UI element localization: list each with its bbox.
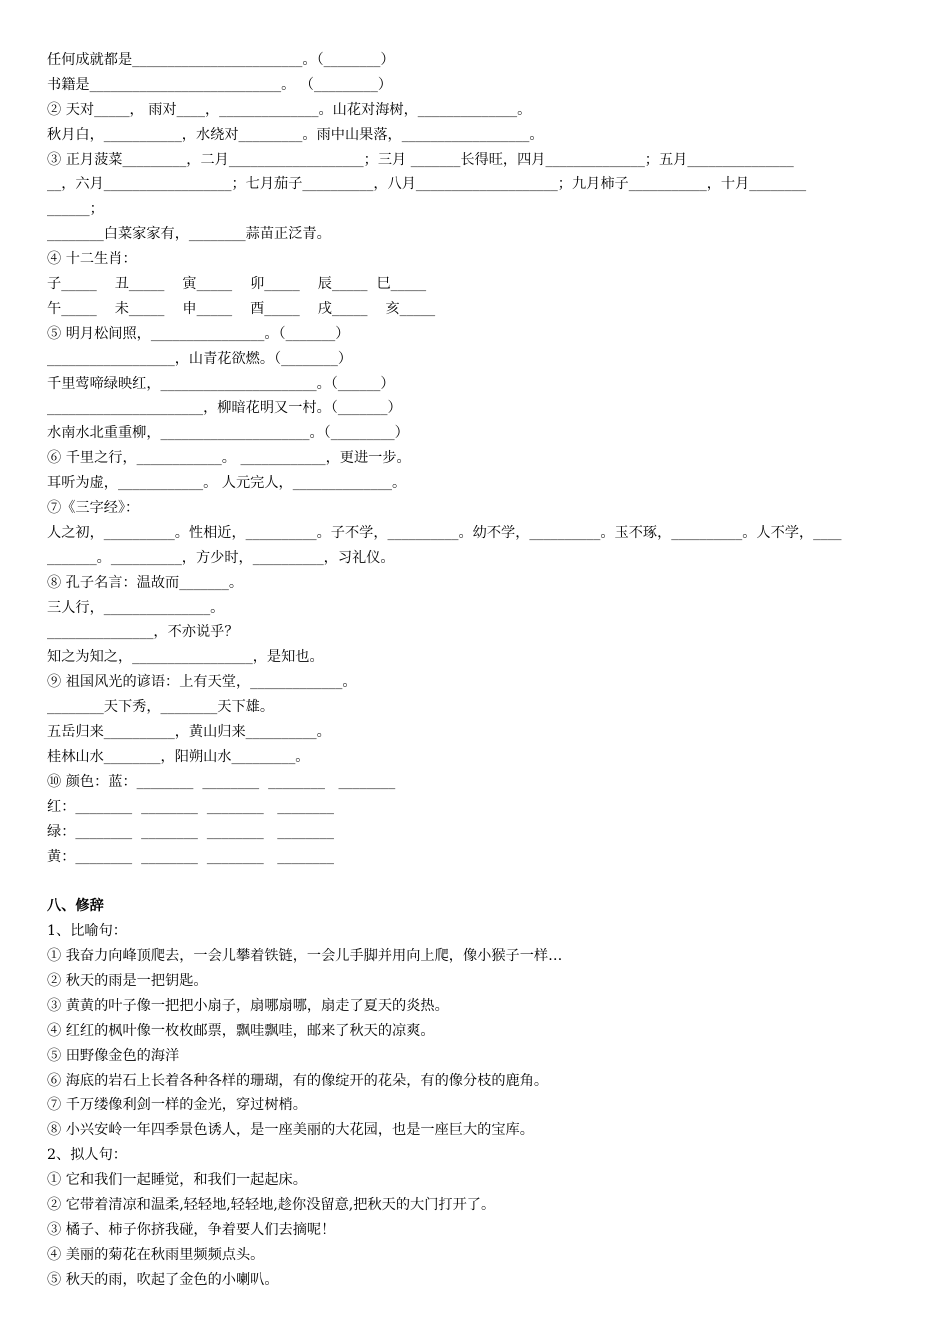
text-line: ⑦《三字经》： (47, 500, 140, 517)
subsection-heading: 2、拟人句： (47, 1147, 127, 1164)
text-line: 秋月白，___________，水绕对_________。雨中山果落，__________________。 (47, 126, 544, 143)
text-line: 人之初，__________。性相近，__________。子不学，__________。幼不学，__________。玉不琢，__________。人不学，____ (47, 524, 842, 541)
text-line: ⑦ 千万缕像利剑一样的金光，穿过树梢。 (47, 1097, 307, 1114)
text-line: ________白菜家家有，________蒜苗正泛青。 (47, 226, 331, 243)
text-line: ③ 黄黄的叶子像一把把小扇子，扇哪扇哪，扇走了夏天的炎热。 (47, 997, 449, 1014)
text-line: ④ 红红的枫叶像一枚枚邮票，飘哇飘哇，邮来了秋天的凉爽。 (47, 1022, 435, 1039)
text-line: ⑤ 田野像金色的海洋 (47, 1047, 180, 1064)
text-line: 五岳归来__________，黄山归来__________。 (47, 724, 331, 741)
text-line: ⑩ 颜色：蓝：________ ________ ________ ________ (47, 773, 396, 790)
text-line: 黄：________ ________ ________ ________ (47, 848, 334, 865)
text-line: ⑤ 明月松间照，________________。（_______） (47, 325, 350, 342)
subsection-heading: 1、比喻句： (47, 923, 127, 940)
text-line: 水南水北重重柳，_____________________。（_________） (47, 425, 409, 442)
text-line: ⑥ 海底的岩石上长着各种各样的珊瑚，有的像绽开的花朵，有的像分枝的鹿角。 (47, 1072, 549, 1089)
text-line: 红：________ ________ ________ ________ (47, 798, 334, 815)
text-line: ______________________，柳暗花明又一村。（_______） (47, 400, 402, 417)
text-line: _______。__________，方少时，__________，习礼仪。 (47, 549, 395, 566)
text-line: 耳听为虚，____________。 人元完人，______________。 (47, 475, 407, 492)
text-line: ⑧ 小兴安岭一年四季景色诱人，是一座美丽的大花园，也是一座巨大的宝库。 (47, 1122, 534, 1139)
text-line: ④ 美丽的菊花在秋雨里频频点头。 (47, 1246, 265, 1263)
text-line: 三人行，_______________。 (47, 599, 225, 616)
text-line: ② 秋天的雨是一把钥匙。 (47, 972, 208, 989)
text-line: ⑤ 秋天的雨，吹起了金色的小喇叭。 (47, 1271, 279, 1288)
blank-line (47, 869, 907, 894)
text-line: ③ 橘子、柿子你挤我碰，争着要人们去摘呢！ (47, 1221, 336, 1238)
text-line: ______； (47, 201, 104, 218)
text-line: 桂林山水________，阳朔山水_________。 (47, 748, 310, 765)
text-line: 任何成就都是________________________。（________） (47, 52, 395, 68)
text-line: __，六月__________________；七月茄子__________，八月____________________；九月柿子___________，十月________ (47, 176, 807, 193)
text-line: ① 它和我们一起睡觉，和我们一起起床。 (47, 1172, 307, 1189)
text-line: _______________，不亦说乎？ (47, 624, 239, 641)
section-heading: 八、修辞 (47, 898, 104, 915)
text-line: 千里莺啼绿映红，______________________。（______） (47, 375, 395, 392)
text-line: __________________，山青花欲燃。（________） (47, 350, 353, 367)
text-line: 午_____ 未_____ 申_____ 酉_____ 戌_____ 亥_____ (47, 300, 436, 317)
text-line: 绿：________ ________ ________ ________ (47, 823, 334, 840)
document-body (47, 48, 907, 1293)
text-line: ② 天对_____， 雨对____，______________。山花对海树，______________。 (47, 101, 532, 118)
text-line: 知之为知之，_________________，是知也。 (47, 649, 324, 666)
text-line: ________天下秀，________天下雄。 (47, 699, 275, 716)
text-line: 子_____ 丑_____ 寅_____ 卯_____ 辰_____ 巳_____ (47, 276, 427, 293)
text-line: ⑧ 孔子名言：温故而_______。 (47, 574, 244, 591)
text-line: ③ 正月菠菜_________，二月___________________；三月 _______长得旺，四月______________；五月_______________ (47, 151, 794, 168)
text-line: ⑨ 祖国风光的谚语：上有天堂，_____________。 (47, 674, 357, 691)
text-line: ④ 十二生肖： (47, 251, 137, 268)
text-line: 书籍是___________________________。 （_________） (47, 76, 393, 93)
text-line: ② 它带着清凉和温柔,轻轻地,轻轻地,趁你没留意,把秋天的大门打开了。 (47, 1196, 496, 1213)
text-line: ① 我奋力向峰顶爬去，一会儿攀着铁链，一会儿手脚并用向上爬，像小猴子一样… (47, 948, 563, 965)
text-line: ⑥ 千里之行，____________。 ____________，更进一步。 (47, 450, 411, 467)
